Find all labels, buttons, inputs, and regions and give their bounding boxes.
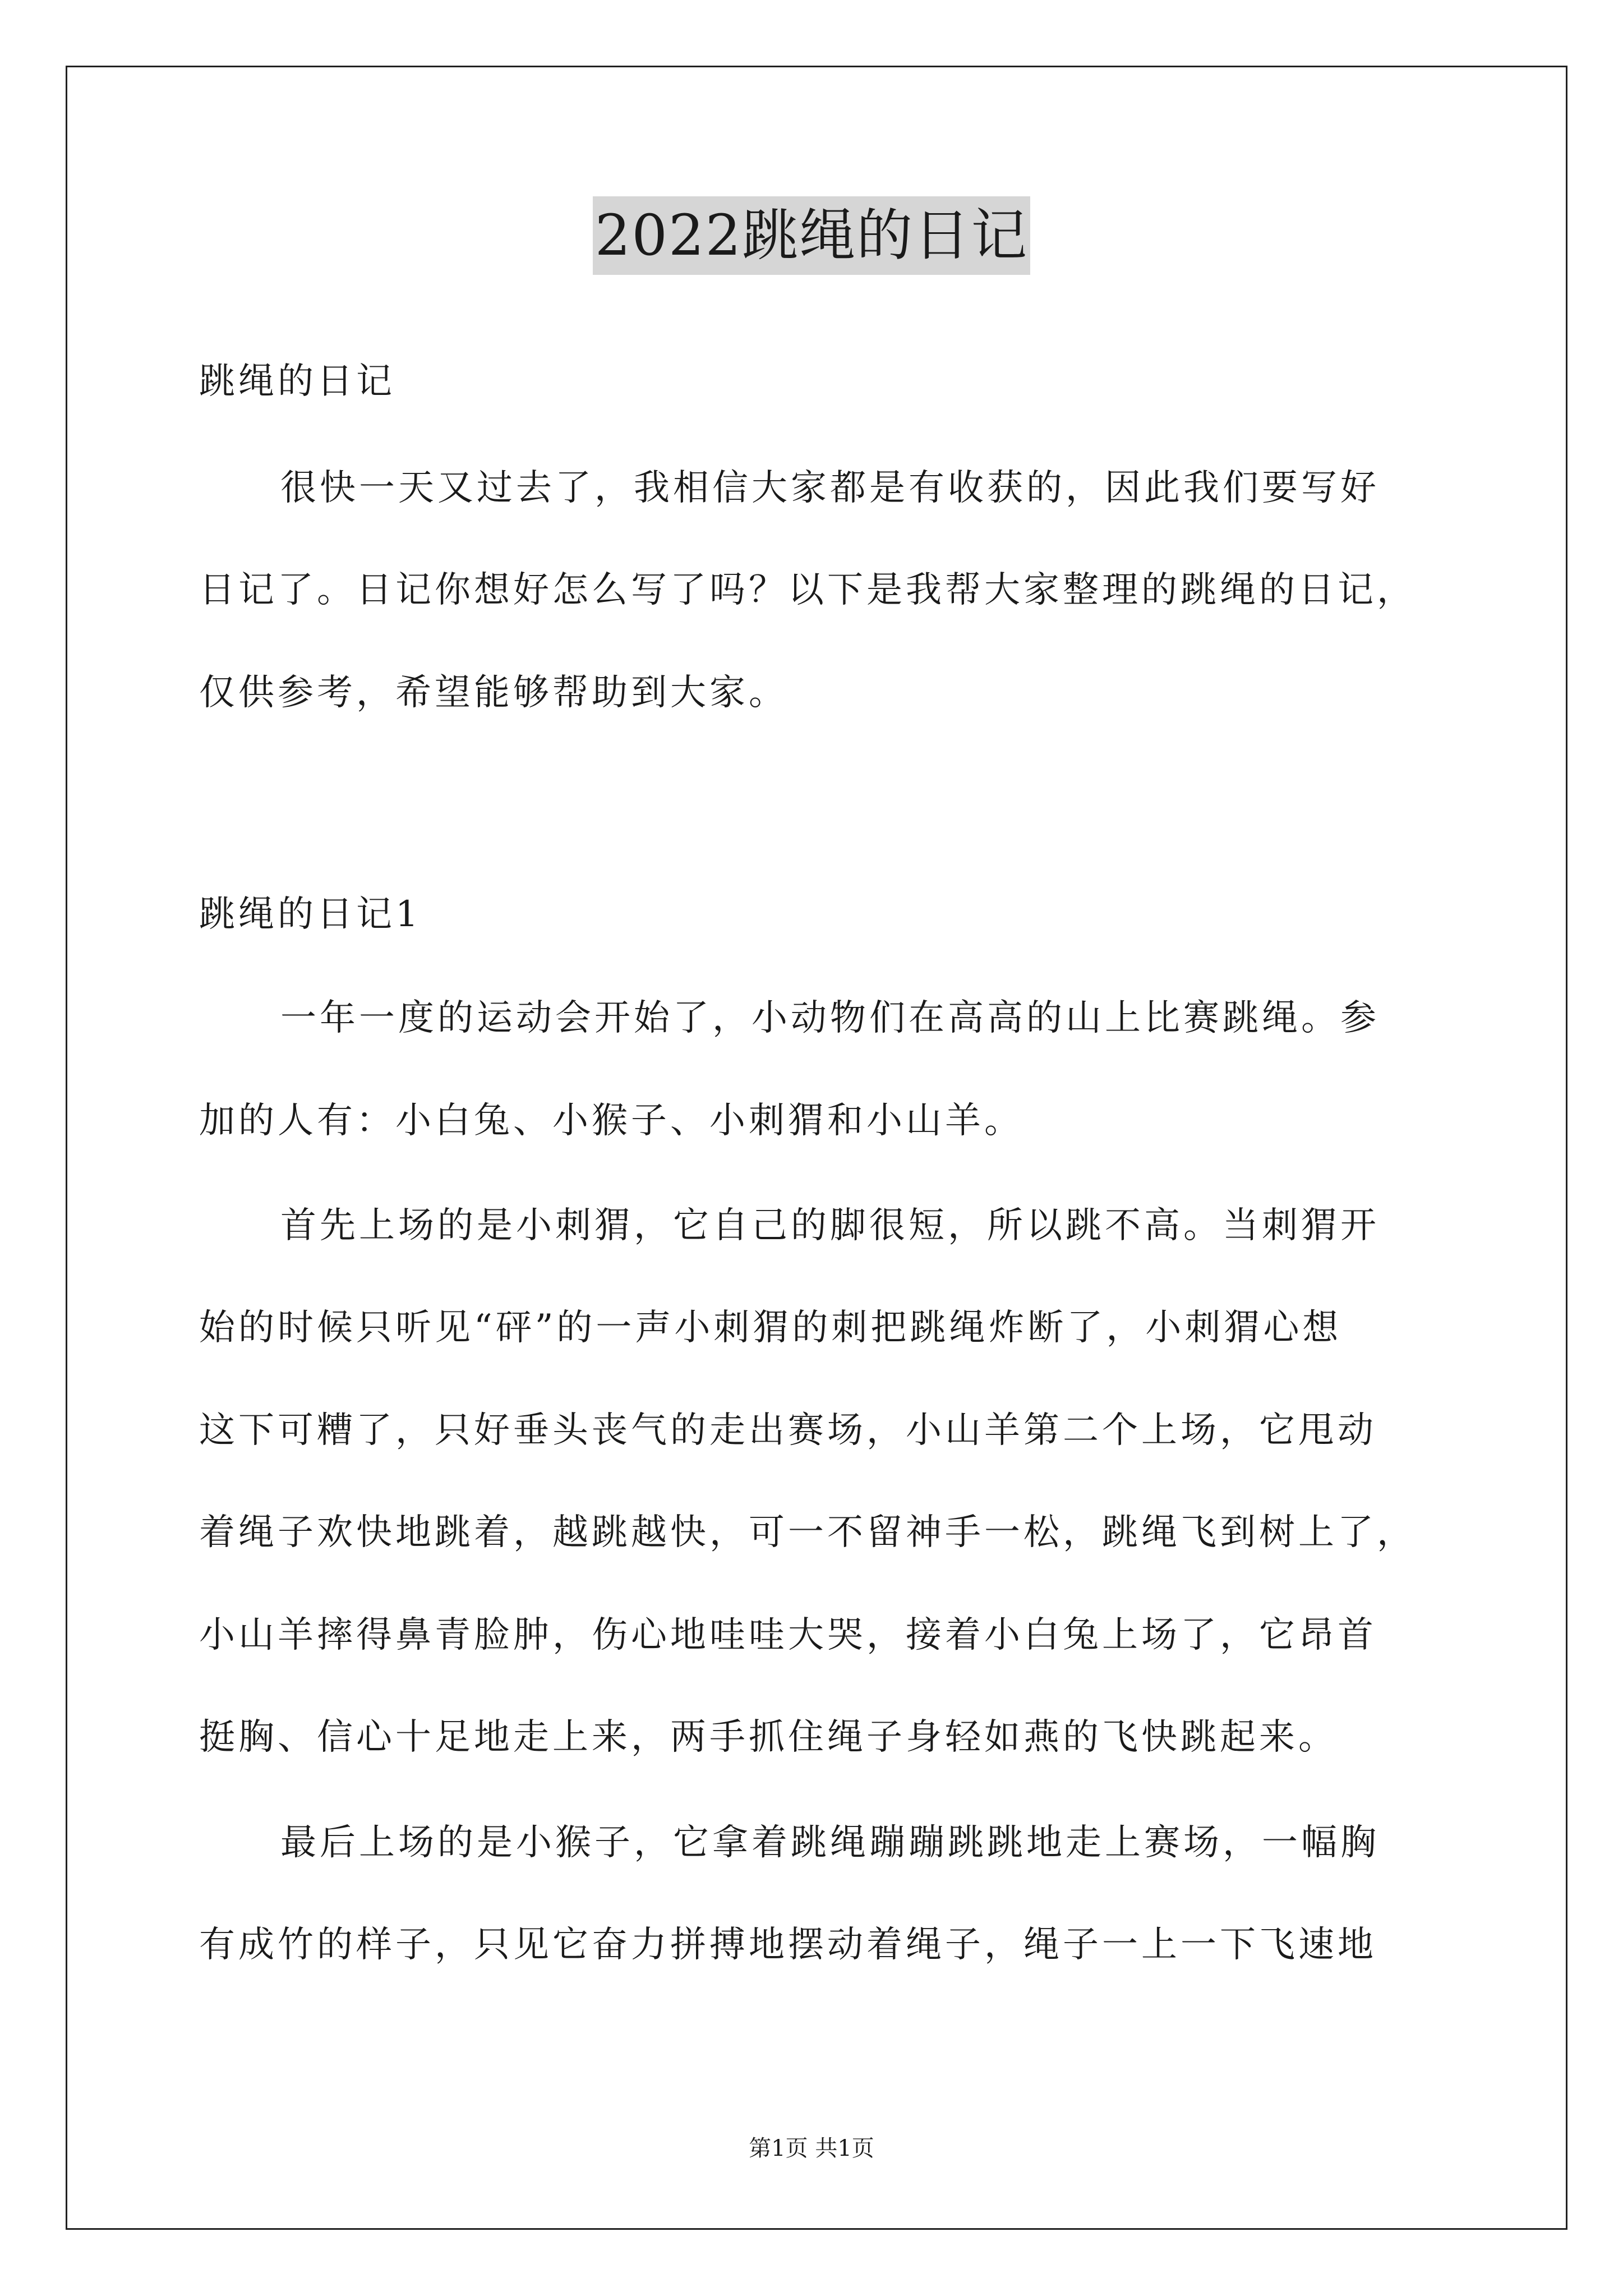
section-heading: 跳绳的日记1 xyxy=(199,894,422,935)
para3-line-2: 有成竹的样子，只见它奋力拼搏地摆动着绳子，绳子一上一下飞速地 xyxy=(199,1924,1377,1966)
title-container xyxy=(0,196,1623,275)
para2-line-2: 始的时候只听见“砰”的一声小刺猬的刺把跳绳炸断了，小刺猬心想 xyxy=(199,1307,1342,1349)
para2-line-5: 小山羊摔得鼻青脸肿，伤心地哇哇大哭，接着小白兔上场了，它昂首 xyxy=(199,1614,1377,1656)
para2-line-3: 这下可糟了，只好垂头丧气的走出赛场，小山羊第二个上场，它甩动 xyxy=(199,1410,1377,1451)
para1-line-1: 一年一度的运动会开始了，小动物们在高高的山上比赛跳绳。参 xyxy=(280,997,1380,1039)
para2-line-1: 首先上场的是小刺猬，它自己的脚很短，所以跳不高。当刺猬开 xyxy=(280,1205,1380,1246)
intro-line-1: 很快一天又过去了，我相信大家都是有收获的，因此我们要写好 xyxy=(280,467,1380,509)
subtitle: 跳绳的日记 xyxy=(199,361,395,402)
intro-line-3: 仅供参考，希望能够帮助到大家。 xyxy=(199,672,788,714)
document-title: 2022跳绳的日记 xyxy=(593,196,1031,275)
page-footer: 第1页 共1页 xyxy=(749,2136,874,2161)
para2-line-6: 挺胸、信心十足地走上来，两手抓住绳子身轻如燕的飞快跳起来。 xyxy=(199,1717,1338,1758)
para3-line-1: 最后上场的是小猴子，它拿着跳绳蹦蹦跳跳地走上赛场，一幅胸 xyxy=(280,1822,1380,1864)
para1-line-2: 加的人有：小白兔、小猴子、小刺猬和小山羊。 xyxy=(199,1100,1023,1142)
intro-line-2: 日记了。日记你想好怎么写了吗？以下是我帮大家整理的跳绳的日记， xyxy=(199,569,1416,611)
para2-line-4: 着绳子欢快地跳着，越跳越快，可一不留神手一松，跳绳飞到树上了， xyxy=(199,1512,1416,1553)
